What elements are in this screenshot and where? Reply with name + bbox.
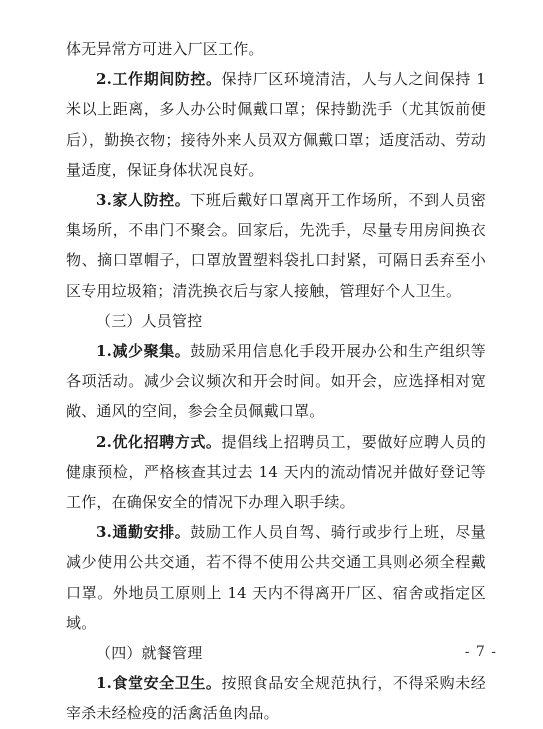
- section-heading-dining: [66, 638, 486, 668]
- body-text: [66, 34, 486, 729]
- section-heading-text: （四）就餐管理: [96, 644, 203, 663]
- paragraph-recruitment: [66, 427, 486, 518]
- paragraph-text: 提倡线上招聘员工，要做好应聘人员的健康预检，严格核查其过去 14 天内的流动情况并做好登记等工作，在确保安全的情况下办理入职手续。: [66, 432, 487, 512]
- paragraph-text: 鼓励采用信息化手段开展办公和生产组织等各项活动。减少会议频次和开会时间。如开会，应选择相对宽敞、通风的空间，参会全员佩戴口罩。: [66, 342, 486, 421]
- paragraph-commute: [66, 517, 486, 638]
- page-number: - 7 -: [464, 644, 497, 660]
- paragraph-lead: 1.食堂安全卫生。: [96, 674, 222, 693]
- paragraph-lead: 3.通勤安排。: [96, 523, 191, 542]
- section-heading-text: （三）人员管控: [96, 311, 203, 330]
- paragraph-text: 下班后戴好口罩离开工作场所，不到人员密集场所，不串门不聚会。回家后，先洗手，尽量专用房间换衣物、摘口罩帽子，口罩放置塑料袋扎口封紧，可隔日丢弃至小区专用垃圾箱；清洗换衣后与家人接触，管理好个人卫生。: [66, 191, 486, 300]
- paragraph-text: 保持厂区环境清洁，人与人之间保持 1 米以上距离，多人办公时佩戴口罩；保持勤洗手（尤其饭前便后），勤换衣物；接待外来人员双方佩戴口罩；适度活动、劳动量适度，保证身体状况良好。: [66, 70, 486, 179]
- section-heading-personnel: [66, 306, 486, 336]
- paragraph-canteen-safety: [66, 668, 486, 728]
- paragraph-lead: 3.家人防控。: [96, 191, 191, 210]
- paragraph-text: 鼓励工作人员自驾、骑行或步行上班，尽量减少使用公共交通，若不得不使用公共交通工具则必须全程戴口罩。外地员工原则上 14 天内不得离开厂区、宿舍或指定区域。: [66, 523, 486, 632]
- paragraph-text: 按照食品安全规范执行，不得采购未经宰杀未经检疫的活禽活鱼肉品。: [66, 674, 487, 723]
- paragraph-lead: 1.减少聚集。: [96, 342, 191, 361]
- paragraph-family-control: [66, 185, 486, 306]
- paragraph-continuation: [66, 34, 486, 64]
- paragraph-reduce-gathering: [66, 336, 486, 427]
- paragraph-lead: 2.工作期间防控。: [96, 70, 222, 89]
- paragraph-lead: 2.优化招聘方式。: [96, 432, 222, 451]
- paragraph-work-period-control: [66, 64, 486, 185]
- paragraph-text: 体无异常方可进入厂区工作。: [66, 40, 264, 58]
